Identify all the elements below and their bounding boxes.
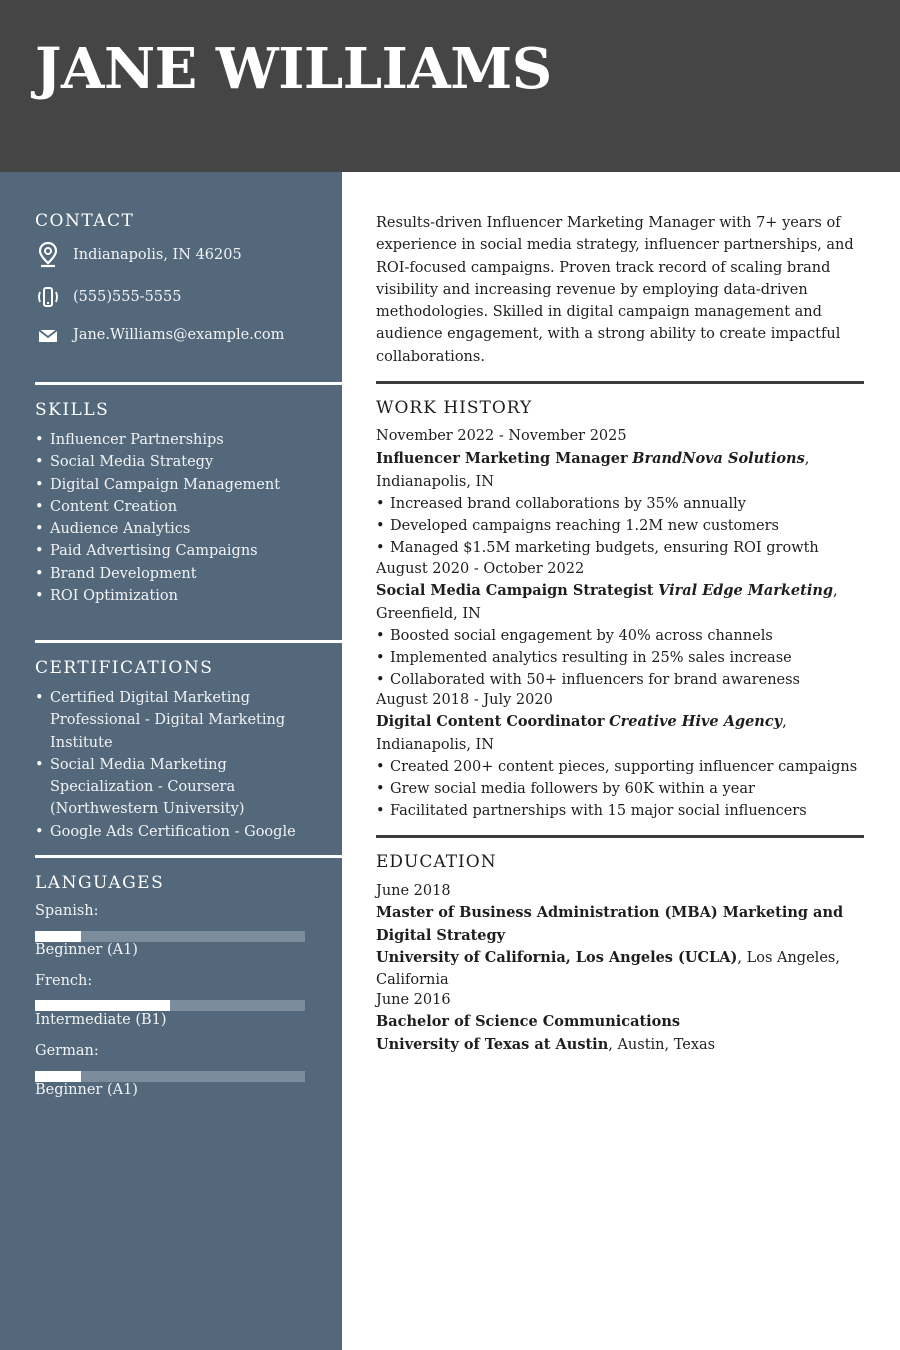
job-heading [376,580,864,625]
certifications-title: CERTIFICATIONS [35,658,214,678]
skill-item: • Paid Advertising Campaigns [35,540,342,562]
candidate-name: JANE WILLIAMS [35,36,552,102]
education-school: University of Texas at Austin [376,1035,609,1053]
email-text[interactable]: Jane.Williams@example.com [73,327,285,343]
address-text: Indianapolis, IN 46205 [73,247,242,263]
certification-item: • Social Media Marketing Specialization - Coursera (Northwestern University) [35,754,310,821]
job-role: Social Media Campaign Strategist [376,582,654,600]
skill-item: • Brand Development [35,563,342,585]
job-location: , Indianapolis, IN [376,451,810,490]
professional-summary: Results-driven Influencer Marketing Manager with 7+ years of experience in social media strategy, influencer partnerships, and ROI-focused campaigns. Proven track record of scaling brand visibility and increasing revenue by employing data-driven methodologies. Skilled in digital campaign management and audience engagement, with a strong ability to create impactful collaborations. [376,215,854,365]
education-entry [376,989,864,1056]
education-location: , Los Angeles, California [376,949,840,989]
job-role: Influencer Marketing Manager [376,450,628,468]
skill-item: • Content Creation [35,496,342,518]
language-level: Intermediate (B1) [35,1012,167,1028]
language-name: German: [35,1043,99,1059]
phone-icon [35,284,61,310]
skill-item: • Influencer Partnerships [35,429,342,451]
language-proficiency-bar [35,931,305,942]
contact-phone [35,284,181,310]
language-proficiency-bar [35,1071,305,1082]
job-location: , Greenfield, IN [376,583,838,622]
skill-item: • Audience Analytics [35,518,342,540]
languages-section [35,872,342,1112]
language-proficiency-fill [35,931,81,942]
education-location: , Austin, Texas [608,1036,716,1053]
language-name: French: [35,973,93,989]
job-location: , Indianapolis, IN [376,714,787,753]
main-divider [376,835,864,838]
languages-title: LANGUAGES [35,873,165,893]
job-bullet: • Boosted social engagement by 40% across channels [376,625,864,647]
skills-list [35,429,342,607]
certification-item: • Google Ads Certification - Google [35,821,310,843]
job-company: BrandNova Solutions [632,450,805,468]
job-dates: August 2020 - October 2022 [376,561,585,577]
job-entry [376,689,864,823]
contact-list [35,242,342,352]
job-role: Digital Content Coordinator [376,713,605,731]
job-bullet: • Increased brand collaborations by 35% annually [376,493,864,515]
contact-address [35,242,242,268]
education-school-line [376,947,846,992]
education-date: June 2016 [376,992,451,1008]
sidebar-divider [35,640,342,643]
main-divider [376,381,864,384]
education-degree: Bachelor of Science Communications [376,1013,681,1031]
education-school-line [376,1034,864,1056]
location-pin-icon [35,242,61,268]
job-bullet: • Created 200+ content pieces, supporting influencer campaigns [376,756,864,778]
job-bullet: • Facilitated partnerships with 15 major social influencers [376,800,864,822]
job-dates: November 2022 - November 2025 [376,428,627,444]
skill-item: • Digital Campaign Management [35,474,342,496]
education-school: University of California, Los Angeles (UCLA) [376,948,738,966]
job-dates: August 2018 - July 2020 [376,692,553,708]
education-title: EDUCATION [376,852,497,872]
job-bullets [376,756,864,823]
education-entry [376,880,846,991]
sidebar-divider [35,382,342,385]
job-bullet: • Developed campaigns reaching 1.2M new customers [376,515,864,537]
job-bullet: • Implemented analytics resulting in 25% sales increase [376,647,864,669]
sidebar [0,172,342,1350]
contact-section [35,210,342,232]
contact-title: CONTACT [35,211,135,231]
sidebar-divider [35,855,342,858]
job-company: Creative Hive Agency [609,713,783,731]
job-bullets [376,493,864,560]
job-entry [376,558,864,692]
certifications-list [35,687,310,843]
skill-item: • ROI Optimization [35,585,342,607]
education-degree: Master of Business Administration (MBA) Marketing and Digital Strategy [376,904,844,944]
certifications-section [35,657,310,843]
work-history-title: WORK HISTORY [376,398,533,418]
skills-section [35,399,342,607]
job-entry [376,425,864,560]
job-heading [376,711,864,756]
education-date: June 2018 [376,883,451,899]
job-heading [376,448,864,493]
phone-text: (555)555-5555 [73,289,182,305]
job-bullet: • Managed $1.5M marketing budgets, ensuring ROI growth [376,537,864,559]
job-company: Viral Edge Marketing [658,582,834,600]
certification-item: • Certified Digital Marketing Professional - Digital Marketing Institute [35,687,310,754]
language-level: Beginner (A1) [35,1082,138,1098]
job-bullets [376,625,864,692]
email-icon [35,322,61,348]
job-bullet: • Collaborated with 50+ influencers for brand awareness [376,669,864,691]
language-proficiency-fill [35,1000,170,1011]
skill-item: • Social Media Strategy [35,451,342,473]
job-bullet: • Grew social media followers by 60K within a year [376,778,864,800]
language-name: Spanish: [35,903,99,919]
skills-title: SKILLS [35,400,110,420]
language-level: Beginner (A1) [35,942,138,958]
contact-email [35,322,284,348]
resume-header [0,0,900,172]
language-proficiency-bar [35,1000,305,1011]
language-proficiency-fill [35,1071,81,1082]
